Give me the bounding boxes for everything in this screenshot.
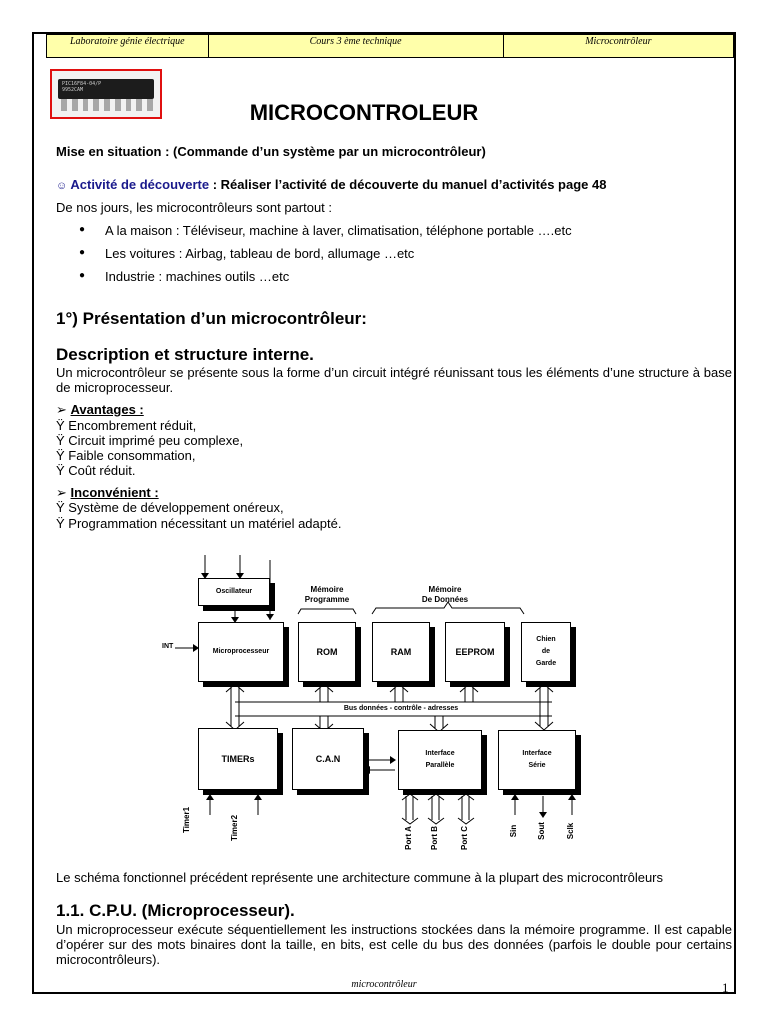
- oscillator-block: Oscillateur: [198, 578, 270, 606]
- label-bus: Bus données - contrôle - adresses: [343, 705, 459, 712]
- serial-interface-block: Interface Série: [498, 730, 576, 790]
- watchdog-block: Chien de Garde: [521, 622, 571, 682]
- list-item: Industrie : machines outils …etc: [105, 269, 290, 284]
- activity-line: [56, 177, 606, 194]
- situation-heading: Mise en situation : (Commande d’un système par un microcontrôleur): [56, 144, 486, 159]
- list-item: Ÿ Encombrement réduit,: [56, 418, 197, 433]
- description-paragraph: Un microcontrôleur se présente sous la forme d’un circuit intégré réunissant tous les éléments d’une structure à base de microprocesseur.: [56, 365, 732, 395]
- activity-text: : Réaliser l’activité de découverte du manuel d’activités page 48: [209, 177, 607, 192]
- footer-title: microcontrôleur: [351, 979, 417, 990]
- smiley-icon: ☺: [56, 180, 68, 192]
- diagram-caption: Le schéma fonctionnel précédent représente une architecture commune à la plupart des microcontrôleurs: [56, 870, 664, 885]
- subsection-heading: Description et structure interne.: [56, 345, 314, 364]
- intro-text: De nos jours, les microcontrôleurs sont partout :: [56, 200, 333, 215]
- page-title: MICROCONTROLEUR: [249, 100, 479, 125]
- label-timer1: Timer1: [182, 806, 191, 834]
- label-port-c: Port C: [460, 826, 469, 850]
- parallel-interface-block: Interface Parallèle: [398, 730, 482, 790]
- eeprom-block: EEPROM: [445, 622, 505, 682]
- section-heading: 1°) Présentation d’un microcontrôleur:: [56, 309, 367, 328]
- header-table: [46, 34, 734, 58]
- header-lab: Laboratoire génie électrique: [47, 35, 209, 57]
- bullet-icon: ●: [79, 270, 86, 281]
- label-program-memory: Mémoire Programme: [304, 585, 350, 604]
- adc-block: C.A.N: [292, 728, 364, 790]
- list-item: Ÿ Système de développement onéreux,: [56, 500, 284, 515]
- label-sin: Sin: [509, 824, 518, 838]
- header-subject: Microcontrôleur: [585, 36, 652, 47]
- advantages-heading: ➢ Avantages :: [56, 402, 144, 417]
- cpu-block: Microprocesseur: [198, 622, 284, 682]
- list-item: A la maison : Téléviseur, machine à laver, climatisation, téléphone portable ….etc: [105, 223, 572, 238]
- header-course: Cours 3 ème technique: [209, 35, 504, 57]
- label-timer2: Timer2: [230, 814, 239, 842]
- list-item: Les voitures : Airbag, tableau de bord, allumage …etc: [105, 246, 415, 261]
- activity-label: Activité de découverte: [70, 177, 210, 192]
- list-item: Ÿ Faible consommation,: [56, 448, 196, 463]
- list-item: Ÿ Coût réduit.: [56, 463, 136, 478]
- label-port-a: Port A: [404, 826, 413, 850]
- section-heading: 1.1. C.P.U. (Microprocesseur).: [56, 901, 295, 920]
- disadvantages-heading: ➢ Inconvénient :: [56, 485, 159, 500]
- list-item: Ÿ Programmation nécessitant un matériel adapté.: [56, 516, 342, 531]
- label-interrupt: INT: [162, 643, 174, 650]
- arrow-icon: ➢: [56, 485, 67, 500]
- label-data-memory: Mémoire De Données: [421, 585, 469, 604]
- label-sout: Sout: [537, 822, 546, 840]
- label-port-b: Port B: [430, 826, 439, 850]
- cpu-paragraph: Un microprocesseur exécute séquentiellement les instructions stockées dans la mémoire programme. Il est capable d’opérer sur des mots binaires dont la taille, en bits, est celle du bus des données (parfois le double pour certains microcontrôleurs).: [56, 922, 732, 967]
- page-number: 1: [722, 980, 729, 995]
- rom-block: ROM: [298, 622, 356, 682]
- chip-marking: PIC16F84-04/P 9952CAM: [62, 81, 102, 93]
- list-item: Ÿ Circuit imprimé peu complexe,: [56, 433, 244, 448]
- bullet-icon: ●: [79, 224, 86, 235]
- label-sclk: Sclk: [566, 822, 575, 840]
- timers-block: TIMERs: [198, 728, 278, 790]
- ram-block: RAM: [372, 622, 430, 682]
- arrow-icon: ➢: [56, 402, 67, 417]
- bullet-icon: ●: [79, 247, 86, 258]
